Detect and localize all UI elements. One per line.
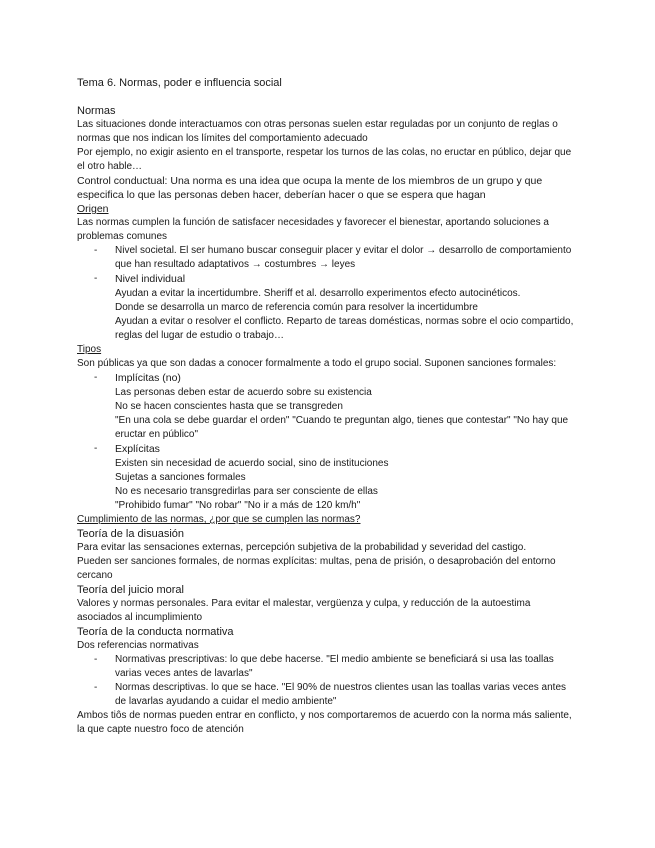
explicitas-line: Existen sin necesidad de acuerdo social, sino de instituciones <box>115 458 389 469</box>
explicitas-line: Sujetas a sanciones formales <box>115 472 246 483</box>
tipos-list-implicitas <box>77 371 577 386</box>
list-item <box>77 653 577 681</box>
tipos-list-explicitas <box>77 442 577 457</box>
heading-disuasion: Teoría de la disuasión <box>77 528 185 540</box>
dash-bullet: - <box>94 245 98 256</box>
individual-line: Donde se desarrolla un marco de referencia común para resolver la incertidumbre <box>115 302 478 313</box>
heading-juicio-moral: Teoría del juicio moral <box>77 584 184 596</box>
tipos-item-implicitas: Implícitas (no) <box>115 372 181 384</box>
juicio-paragraph-1: Valores y normas personales. Para evitar el malestar, vergüenza y culpa, y reducción de la autoestima asociados al incumplimiento <box>77 598 531 623</box>
normativa-list <box>77 653 577 709</box>
tipos-paragraph-1: Son públicas ya que son dadas a conocer formalmente a todo el grupo social. Suponen sanciones formales: <box>77 358 557 369</box>
section-heading-tipos: Tipos <box>77 344 102 355</box>
dash-bullet: - <box>94 654 98 665</box>
dash-bullet: - <box>94 443 98 454</box>
origen-list <box>77 244 577 287</box>
explicitas-line: "Prohibido fumar" "No robar" "No ir a más de 120 km/h" <box>115 500 361 511</box>
origen-paragraph-1: Las normas cumplen la función de satisfacer necesidades y favorecer el bienestar, aportando soluciones a problemas comunes <box>77 217 549 242</box>
normativa-item-prescriptivas: Normativas prescriptivas: lo que debe hacerse. "El medio ambiente se beneficiará si usa las toallas varias veces antes de lavarlas" <box>115 654 554 679</box>
normas-paragraph-2: Por ejemplo, no exigir asiento en el transporte, respetar los turnos de las colas, no eructar en público, dejar que el otro hable… <box>77 147 572 172</box>
list-item <box>77 272 577 287</box>
section-heading-origen: Origen <box>77 203 109 215</box>
origen-item-individual: Nivel individual <box>115 273 186 285</box>
origen-item-societal: Nivel societal. El ser humano buscar conseguir placer y evitar el dolor → desarrollo de comportamiento que han resultado adaptativos → costumbres → leyes <box>115 245 572 270</box>
document-page <box>77 76 577 737</box>
disuasion-paragraph-2: Pueden ser sanciones formales, de normas explícitas: multas, pena de prisión, o desaprobación del entorno cercano <box>77 556 556 581</box>
list-item <box>77 371 577 386</box>
individual-line: Ayudan a evitar o resolver el conflicto. Reparto de tareas domésticas, normas sobre el ocio compartido, reglas del lugar de estudio o trabajo… <box>115 316 574 341</box>
list-item <box>77 442 577 457</box>
normas-paragraph-1: Las situaciones donde interactuamos con otras personas suelen estar reguladas por un conjunto de reglas o normas que nos indican los límites del comportamiento adecuado <box>77 119 558 144</box>
dash-bullet: - <box>94 372 98 383</box>
section-heading-normas: Normas <box>77 105 116 117</box>
list-item <box>77 244 577 272</box>
dash-bullet: - <box>94 273 98 284</box>
normativa-paragraph-1: Dos referencias normativas <box>77 640 199 651</box>
disuasion-paragraph-1: Para evitar las sensaciones externas, percepción subjetiva de la probabilidad y severidad del castigo. <box>77 542 527 553</box>
list-item <box>77 681 577 709</box>
implicitas-line: No se hacen conscientes hasta que se transgreden <box>115 401 343 412</box>
individual-line: Ayudan a evitar la incertidumbre. Sheriff et al. desarrollo experimentos efecto autocinéticos. <box>115 288 521 299</box>
implicitas-line: Las personas deben estar de acuerdo sobre su existencia <box>115 387 372 398</box>
heading-conducta-normativa: Teoría de la conducta normativa <box>77 626 234 638</box>
section-heading-cumplimiento: Cumplimiento de las normas, ¿por que se cumplen las normas? <box>77 514 361 525</box>
normas-paragraph-3: Control conductual: Una norma es una idea que ocupa la mente de los miembros de un grupo y que especifica lo que las personas deben hacer, deberían hacer o que se espera que hagan <box>77 175 543 201</box>
tipos-item-explicitas: Explícitas <box>115 443 160 455</box>
dash-bullet: - <box>94 682 98 693</box>
normativa-paragraph-2: Ambos tiôs de normas pueden entrar en conflicto, y nos comportaremos de acuerdo con la norma más saliente, la que capte nuestro foco de atención <box>77 710 572 735</box>
document-title: Tema 6. Normas, poder e influencia social <box>77 77 282 89</box>
implicitas-line: "En una cola se debe guardar el orden" "Cuando te preguntan algo, tienes que contestar" "No hay que eructar en público" <box>115 415 569 440</box>
explicitas-line: No es necesario transgredirlas para ser consciente de ellas <box>115 486 378 497</box>
normativa-item-descriptivas: Normas descriptivas. lo que se hace. "El 90% de nuestros clientes usan las toallas varias veces antes de lavarlas ayudando a cuidar el medio ambiente" <box>115 682 567 707</box>
